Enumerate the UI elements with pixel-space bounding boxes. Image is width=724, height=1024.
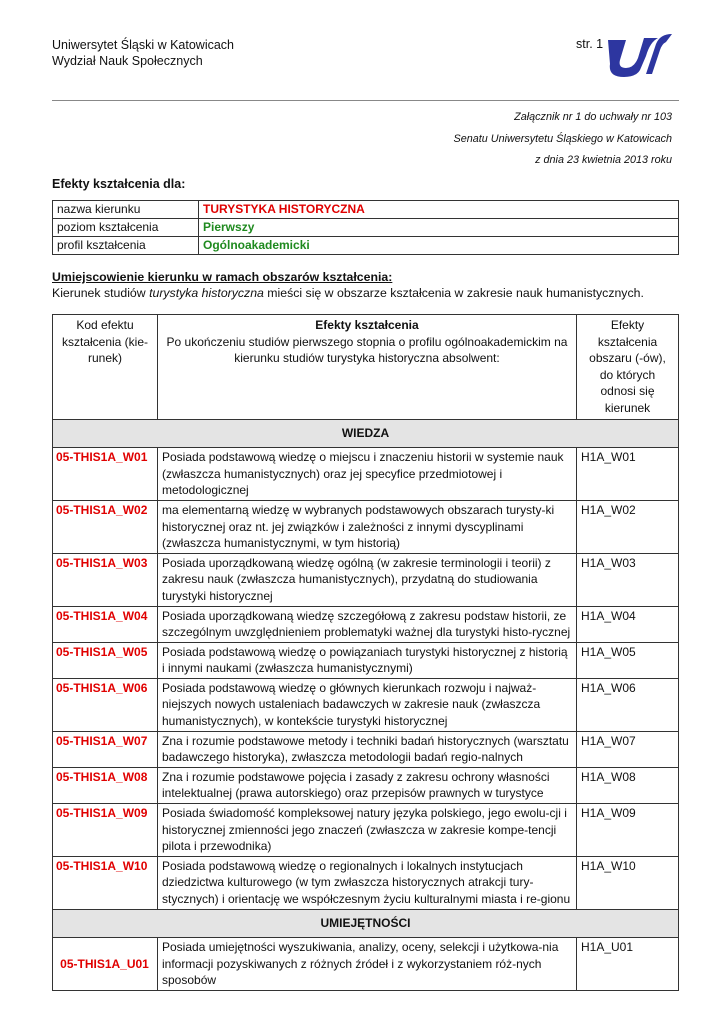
outcome-description: Posiada podstawową wiedzę o głównych kierunkach rozwoju i najważ-niejszych nowych ustaleniach badawczych w zakresie nauk (zwłaszcza humanistycznych), w kontekście turystyki historycznej	[158, 678, 577, 731]
annex-line: z dnia 23 kwietnia 2013 roku	[535, 154, 672, 166]
outcome-code: 05-THIS1A_W04	[53, 606, 158, 642]
location-heading: Umiejscowienie kierunku w ramach obszarów kształcenia:	[52, 270, 393, 284]
table-row	[53, 448, 679, 501]
col-effects-header-title: Efekty kształcenia	[315, 318, 419, 332]
location-text-part: Kierunek studiów	[52, 286, 150, 300]
outcome-description: Posiada uporządkowaną wiedzę szczegółową z zakresu podstaw historii, ze szczególnym uwzględnieniem problematyki ważnej dla turystyki histo-rycznej	[158, 606, 577, 642]
annex-line: Senatu Uniwersytetu Śląskiego w Katowicach	[453, 132, 672, 145]
outcome-description: Posiada uporządkowaną wiedzę ogólną (w zakresie terminologii i teorii) z zakresu nauk (zwłaszcza humanistycznych), przydatną do studiowania turystyki historycznej	[158, 553, 577, 606]
university-logo-icon	[606, 30, 672, 78]
section-row	[53, 419, 679, 448]
outcome-description: Posiada podstawową wiedzę o powiązaniach turystyki historycznej z historią i innymi naukami (zwłaszcza humanistycznymi)	[158, 642, 577, 678]
table-row	[53, 856, 679, 909]
col-effects-header	[158, 315, 577, 420]
outcome-description: Posiada podstawową wiedzę o miejscu i znaczeniu historii w systemie nauk (zwłaszcza humanistycznych) oraz jej specyfice przedmiotowej i metodologicznej	[158, 448, 577, 501]
col-area-header: Efekty kształcenia obszaru (-ów), do których odnosi się kierunek	[577, 315, 679, 420]
annex-line: Załącznik nr 1 do uchwały nr 103	[514, 111, 672, 123]
outcome-code: 05-THIS1A_U01	[53, 938, 158, 991]
area-code: H1A_W06	[577, 678, 679, 731]
outcome-description: Posiada świadomość kompleksowej natury języka polskiego, jego ewolu-cji i historycznej zmienności jego znaczeń (zwłaszcza w zakresie kompe-tencji pilota i przewodnika)	[158, 804, 577, 857]
info-value: Pierwszy	[199, 219, 679, 237]
info-value: Ogólnoakademicki	[199, 237, 679, 255]
table-row	[53, 767, 679, 803]
area-code: H1A_W09	[577, 804, 679, 857]
faculty-name: Wydział Nauk Społecznych	[52, 54, 203, 68]
outcome-code: 05-THIS1A_W07	[53, 731, 158, 767]
info-label: nazwa kierunku	[53, 201, 199, 219]
outcome-code: 05-THIS1A_W01	[53, 448, 158, 501]
table-row	[53, 606, 679, 642]
location-text-part: mieści się w obszarze kształcenia w zakresie nauk humanistycznych.	[263, 286, 644, 300]
header-divider	[52, 100, 679, 101]
learning-outcomes-table	[52, 314, 679, 991]
outcome-code: 05-THIS1A_W09	[53, 804, 158, 857]
outcome-code: 05-THIS1A_W03	[53, 553, 158, 606]
area-code: H1A_W08	[577, 767, 679, 803]
annex-note	[454, 107, 672, 172]
area-code: H1A_W04	[577, 606, 679, 642]
area-code: H1A_W07	[577, 731, 679, 767]
info-row	[53, 219, 679, 237]
outcome-code: 05-THIS1A_W08	[53, 767, 158, 803]
outcome-description: Zna i rozumie podstawowe pojęcia i zasady z zakresu ochrony własności intelektualnej (prawa autorskiego) oraz przepisów prawnych w turystyce	[158, 767, 577, 803]
col-effects-header-sub: Po ukończeniu studiów pierwszego stopnia o profilu ogólnoakademickim na kierunku studiów turystyka historyczna absolwent:	[166, 334, 568, 366]
outcome-code: 05-THIS1A_W10	[53, 856, 158, 909]
area-code: H1A_W10	[577, 856, 679, 909]
outcome-code: 05-THIS1A_W05	[53, 642, 158, 678]
info-row	[53, 201, 679, 219]
section-skills: UMIEJĘTNOŚCI	[53, 909, 679, 938]
program-info-table	[52, 200, 679, 255]
outcome-description: Posiada podstawową wiedzę o regionalnych i lokalnych instytucjach dziedzictwa kulturowego (w tym zwłaszcza historycznych atrakcji tury-stycznych) i orientację we współczesnym życiu kulturalnymi miasta i re-gionu	[158, 856, 577, 909]
location-text-italic: turystyka historyczna	[149, 286, 264, 300]
location-text	[52, 285, 692, 301]
section-row	[53, 909, 679, 938]
section-knowledge: WIEDZA	[53, 419, 679, 448]
outcome-description: Posiada umiejętności wyszukiwania, analizy, oceny, selekcji i użytkowa-nia informacji pozyskiwanych z różnych źródeł i z wykorzystaniem róż-nych sposobów	[158, 938, 577, 991]
outcome-description: ma elementarną wiedzę w wybranych podstawowych obszarach turysty-ki historycznej oraz nt. jej związków i zależności z innymi dyscyplinami (zwłaszcza humanistycznymi, w tym historią)	[158, 500, 577, 553]
info-row	[53, 237, 679, 255]
location-section	[52, 269, 692, 301]
area-code: H1A_W03	[577, 553, 679, 606]
info-label: poziom kształcenia	[53, 219, 199, 237]
page-number: str. 1	[576, 37, 604, 51]
outcome-code: 05-THIS1A_W06	[53, 678, 158, 731]
area-code: H1A_W02	[577, 500, 679, 553]
table-row	[53, 731, 679, 767]
table-row	[53, 553, 679, 606]
outcome-code: 05-THIS1A_W02	[53, 500, 158, 553]
header-institution	[52, 37, 234, 69]
table-header-row	[53, 315, 679, 420]
info-value: TURYSTYKA HISTORYCZNA	[199, 201, 679, 219]
table-row	[53, 938, 679, 991]
effects-title: Efekty kształcenia dla:	[52, 177, 186, 191]
area-code: H1A_W01	[577, 448, 679, 501]
area-code: H1A_W05	[577, 642, 679, 678]
table-row	[53, 500, 679, 553]
info-label: profil kształcenia	[53, 237, 199, 255]
table-row	[53, 678, 679, 731]
table-row	[53, 804, 679, 857]
col-code-header: Kod efektu kształcenia (kie-runek)	[53, 315, 158, 420]
area-code: H1A_U01	[577, 938, 679, 991]
table-row	[53, 642, 679, 678]
university-name: Uniwersytet Śląski w Katowicach	[52, 38, 235, 52]
outcome-description: Zna i rozumie podstawowe metody i techniki badań historycznych (warsztatu badawczego historyka), zwłaszcza metodologii badań regio-nalnych	[158, 731, 577, 767]
